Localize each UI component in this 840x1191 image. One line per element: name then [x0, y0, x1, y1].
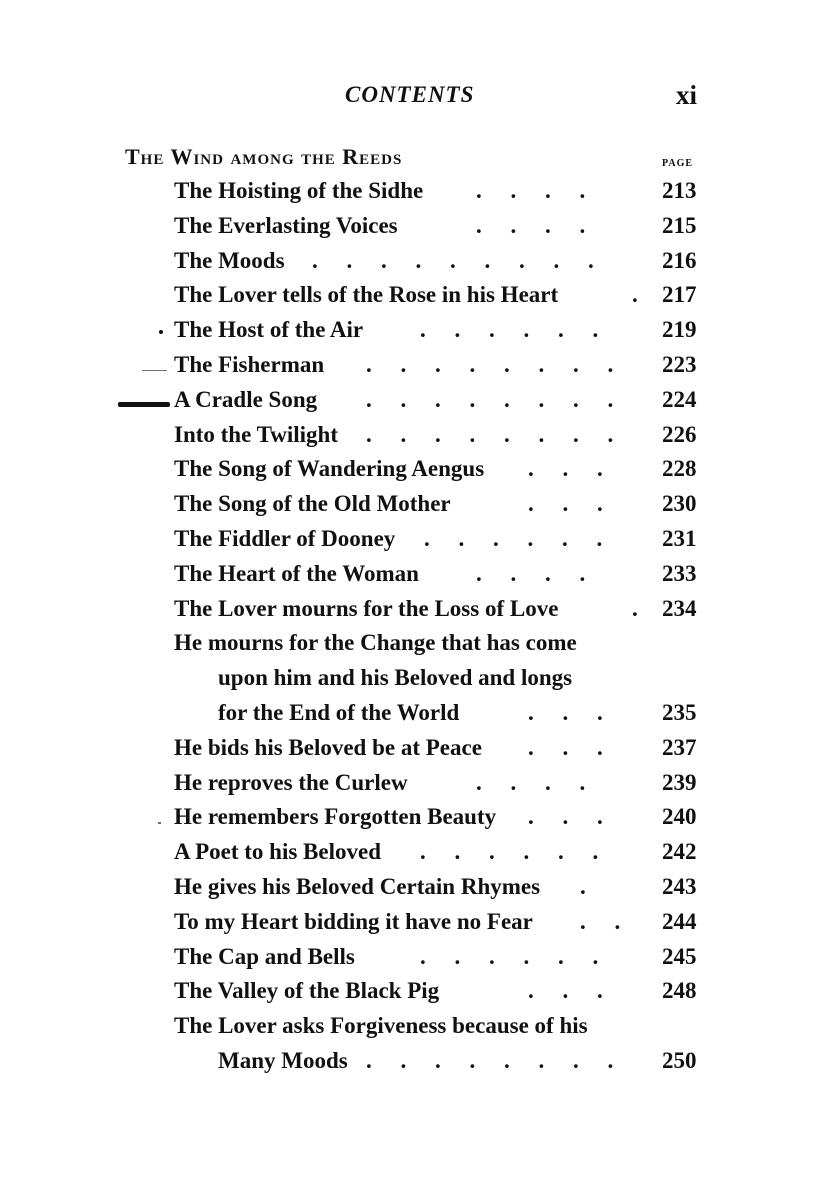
- dot-leader: .: [632, 282, 638, 308]
- entry-page: 228: [662, 456, 697, 482]
- dot-leader: .: [632, 595, 638, 621]
- toc-entry[interactable]: [0, 452, 840, 487]
- dot-leader: . . . . . .: [420, 943, 599, 969]
- section-title: The Wind among the Reeds: [125, 144, 403, 169]
- toc-entry[interactable]: [0, 592, 840, 627]
- entry-page: 215: [662, 212, 697, 238]
- entry-page: 226: [662, 421, 697, 447]
- entry-title: The Lover mourns for the Loss of Love: [174, 595, 559, 621]
- dot-leader: . . . .: [476, 212, 586, 238]
- entry-page: 217: [662, 282, 697, 308]
- entry-page: 245: [662, 943, 697, 969]
- entry-page: 213: [662, 178, 697, 203]
- entry-title: The Cap and Bells: [174, 943, 355, 969]
- toc-entry[interactable]: [0, 626, 840, 661]
- dot-leader: .: [580, 873, 586, 899]
- toc-entry[interactable]: [0, 557, 840, 592]
- entry-title: The Lover asks Forgiveness because of his: [174, 1013, 588, 1039]
- toc-entry[interactable]: [0, 905, 840, 940]
- entry-page: 243: [662, 873, 697, 899]
- toc-entry[interactable]: [0, 487, 840, 522]
- entry-page: 239: [662, 769, 697, 795]
- entry-page: 240: [662, 804, 697, 830]
- entry-page: 237: [662, 734, 697, 760]
- toc-entry[interactable]: [0, 418, 840, 453]
- entry-page: 233: [662, 560, 697, 586]
- toc-entry[interactable]: [0, 348, 840, 383]
- toc-entry[interactable]: [0, 835, 840, 870]
- entry-title: He bids his Beloved be at Peace: [174, 734, 482, 760]
- toc-entry[interactable]: [0, 800, 840, 835]
- entry-title: The Hoisting of the Sidhe: [174, 178, 424, 203]
- entry-title: Many Moods: [218, 1047, 348, 1073]
- toc-entry[interactable]: [0, 731, 840, 766]
- toc-entry[interactable]: [0, 383, 840, 418]
- entry-page: 242: [662, 839, 697, 865]
- toc-entry[interactable]: [0, 244, 840, 279]
- dot-leader: . . . . . . . .: [366, 351, 614, 377]
- entry-title: The Everlasting Voices: [174, 212, 398, 238]
- entry-title: for the End of the World: [218, 699, 460, 725]
- entry-title: He remembers Forgotten Beauty: [174, 804, 497, 830]
- dot-leader: . . . . . . . .: [366, 1047, 614, 1073]
- dot-leader: . . . . . .: [420, 839, 599, 865]
- dot-leader: . .: [580, 908, 621, 934]
- toc-entry[interactable]: [0, 174, 840, 209]
- toc-entry[interactable]: [0, 870, 840, 905]
- entry-title: The Lover tells of the Rose in his Heart: [174, 282, 559, 308]
- toc-entry-continuation[interactable]: [0, 1044, 840, 1079]
- entry-title: He gives his Beloved Certain Rhymes: [174, 873, 541, 899]
- dot-leader: . . .: [528, 734, 603, 760]
- dot-leader: . . .: [528, 456, 603, 482]
- dot-leader: . . . .: [476, 560, 586, 586]
- running-title: CONTENTS: [345, 82, 475, 107]
- dot-leader: . . . . . . . . .: [312, 247, 594, 273]
- entry-title: A Cradle Song: [174, 386, 318, 412]
- dot-leader: . . . . . . . .: [366, 421, 614, 447]
- toc-entry[interactable]: [0, 313, 840, 348]
- entry-title: The Valley of the Black Pig: [174, 978, 440, 1004]
- entry-title: A Poet to his Beloved: [174, 839, 381, 865]
- entry-page: 224: [662, 386, 697, 412]
- toc-entry[interactable]: [0, 1009, 840, 1044]
- entry-title: To my Heart bidding it have no Fear: [174, 908, 533, 934]
- entry-page: 216: [662, 247, 697, 273]
- toc-entry[interactable]: [0, 278, 840, 313]
- toc-entry-continuation[interactable]: [0, 661, 840, 696]
- dot-leader: . . . .: [476, 178, 586, 203]
- entry-page: 244: [662, 908, 697, 934]
- entry-page: 234: [662, 595, 697, 621]
- entry-title: upon him and his Beloved and longs: [218, 665, 573, 691]
- dot-leader: . . .: [528, 978, 603, 1004]
- dot-leader: . . . .: [476, 769, 586, 795]
- page-folio: xi: [676, 80, 698, 110]
- entry-page: 235: [662, 699, 697, 725]
- dot-leader: . . .: [528, 699, 603, 725]
- dot-leader: . . .: [528, 804, 603, 830]
- entry-title: The Host of the Air: [174, 317, 364, 343]
- entry-page: 230: [662, 491, 697, 517]
- entry-title: The Song of Wandering Aengus: [174, 456, 485, 482]
- entry-title: The Fisherman: [174, 351, 325, 377]
- toc-entry[interactable]: [0, 209, 840, 244]
- entry-title: Into the Twilight: [174, 421, 339, 447]
- section-heading: [125, 144, 705, 174]
- toc-entry[interactable]: [0, 974, 840, 1009]
- toc-entry[interactable]: [0, 766, 840, 801]
- dot-leader: . . . . . .: [424, 525, 603, 551]
- dot-leader: . . . . . .: [420, 317, 599, 343]
- entry-page: 223: [662, 351, 697, 377]
- entry-title: The Moods: [174, 247, 285, 273]
- dot-leader: . . . . . . . .: [366, 386, 614, 412]
- entry-page: 248: [662, 978, 697, 1004]
- entry-title: The Song of the Old Mother: [174, 491, 451, 517]
- running-head: [0, 82, 840, 112]
- toc-entry[interactable]: [0, 522, 840, 557]
- entry-title: The Fiddler of Dooney: [174, 525, 396, 551]
- toc-entry[interactable]: [0, 940, 840, 975]
- page-column-label: PAGE: [662, 158, 694, 169]
- entry-title: The Heart of the Woman: [174, 560, 419, 586]
- entry-title: He reproves the Curlew: [174, 769, 408, 795]
- entry-page: 250: [662, 1047, 697, 1073]
- contents-list: [0, 174, 840, 1079]
- dot-leader: . . .: [528, 491, 603, 517]
- entry-title: He mourns for the Change that has come: [174, 630, 577, 656]
- toc-entry-continuation[interactable]: [0, 696, 840, 731]
- entry-page: 219: [662, 317, 697, 343]
- entry-page: 231: [662, 525, 697, 551]
